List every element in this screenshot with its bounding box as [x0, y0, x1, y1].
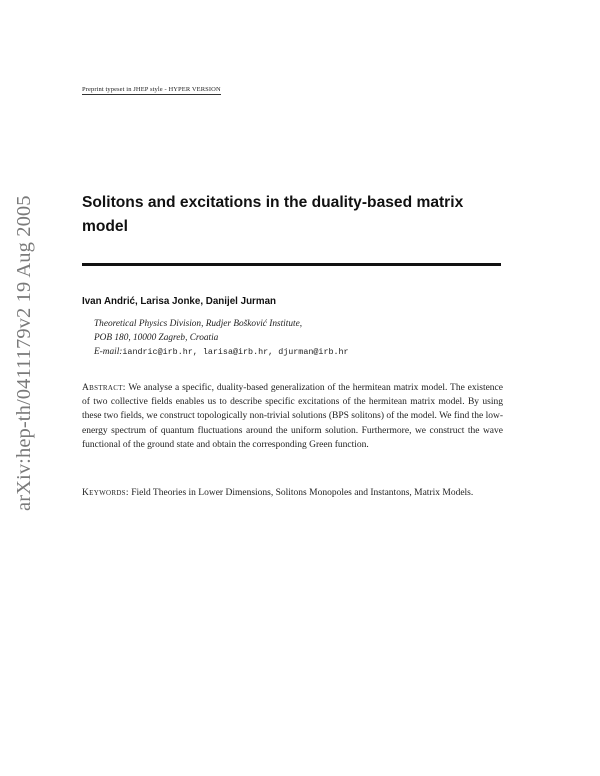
paper-title: Solitons and excitations in the duality-based matrix model: [82, 194, 464, 235]
keywords-text: Field Theories in Lower Dimensions, Solitons Monopoles and Instantons, Matrix Models.: [131, 488, 474, 498]
author-list: Ivan Andrić, Larisa Jonke, Danijel Jurman: [82, 296, 277, 307]
abstract: [82, 381, 503, 452]
title-rule: [82, 263, 501, 266]
email-addresses: iandric@irb.hr, larisa@irb.hr, djurman@irb.hr: [122, 347, 349, 357]
arxiv-stamp: arXiv:hep-th/0411179v2 19 Aug 2005: [13, 195, 35, 511]
abstract-label: Abstract:: [82, 383, 126, 393]
affiliation-line-2: POB 180, 10000 Zagreb, Croatia: [94, 333, 219, 343]
keywords-label: Keywords:: [82, 488, 129, 498]
email-line: [94, 345, 349, 359]
abstract-text: We analyse a specific, duality-based generalization of the hermitean matrix model. The existence of two collective fields enables us to describe specific excitations of the hermitean matrix model. By using these two fields, we construct topologically non-trivial solutions (BPS solitons) of the model. We find the low-energy spectrum of quantum fluctuations around the uniform solution. Furthermore, we construct the wave functional of the ground state and obtain the corresponding Green function.: [82, 383, 503, 450]
preprint-note: Preprint typeset in JHEP style - HYPER VERSION: [82, 86, 221, 93]
keywords: [82, 486, 503, 500]
affiliation-line-1: Theoretical Physics Division, Rudjer Bošković Institute,: [94, 319, 303, 329]
email-label: E-mail:: [94, 347, 123, 357]
affiliation-block: [94, 317, 349, 359]
